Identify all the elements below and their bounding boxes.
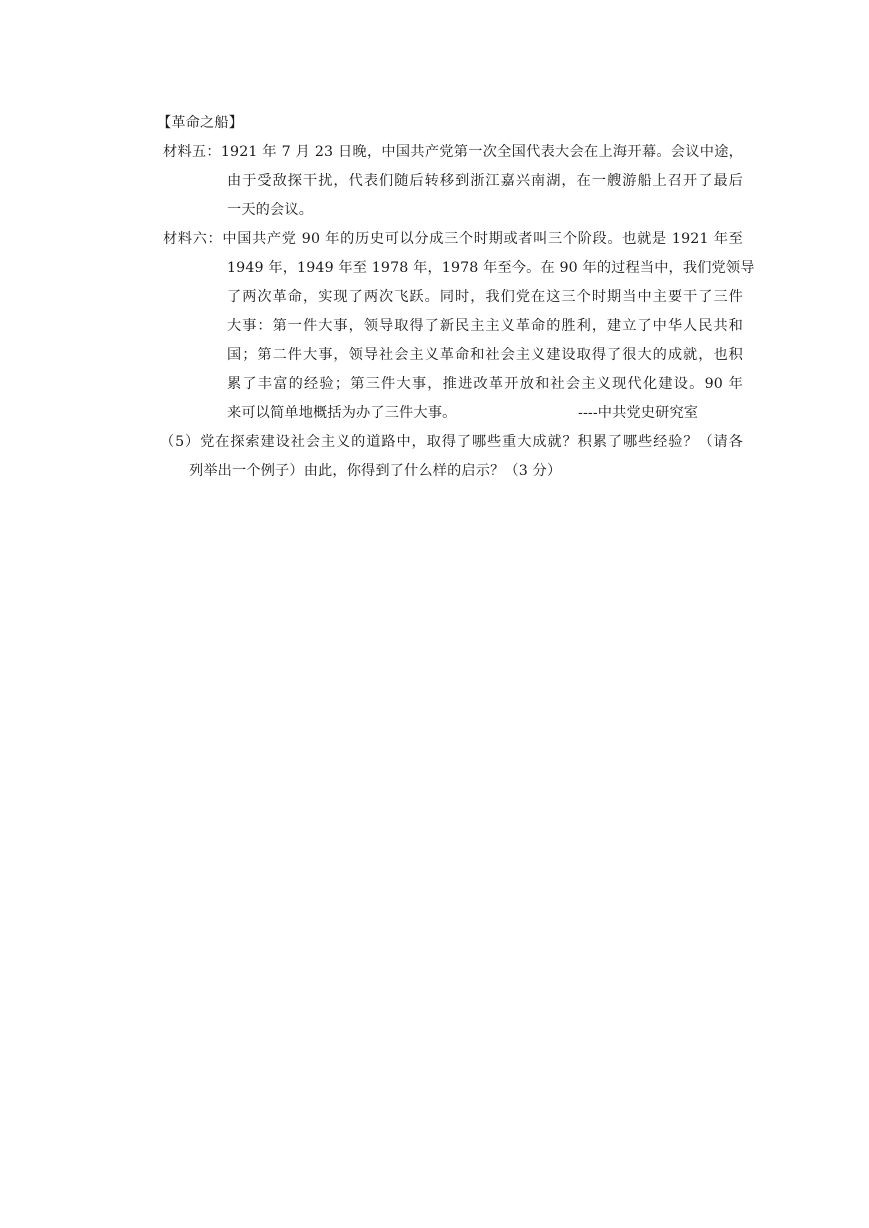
material6-line-4: 大事：第一件大事，领导取得了新民主主义革命的胜利，建立了中华人民共和 xyxy=(227,318,743,334)
material5-line-3: 一天的会议。 xyxy=(227,202,314,218)
material6-line-2: 1949 年，1949 年至 1978 年，1978 年至今。在 90 年的过程当中，我们党领导 xyxy=(227,260,755,276)
material5-line-1: 材料五：1921 年 7 月 23 日晚，中国共产党第一次全国代表大会在上海开幕。会议中途， xyxy=(163,144,743,160)
question5-line-2: 列举出一个例子）由此，你得到了什么样的启示？（3 分） xyxy=(189,463,562,479)
material6-line-6: 累了丰富的经验；第三件大事，推进改革开放和社会主义现代化建设。90 年 xyxy=(227,376,743,392)
section-heading: 【革命之船】 xyxy=(157,115,244,131)
material6-line-3: 了两次革命，实现了两次飞跃。同时，我们党在这三个时期当中主要干了三件 xyxy=(227,289,743,305)
material6-line-5: 国；第二件大事，领导社会主义革命和社会主义建设取得了很大的成就，也积 xyxy=(227,347,743,363)
material6-line-1: 材料六：中国共产党 90 年的历史可以分成三个时期或者叫三个阶段。也就是 1921 年至 xyxy=(163,231,743,247)
material5-line-2: 由于受敌探干扰，代表们随后转移到浙江嘉兴南湖，在一艘游船上召开了最后 xyxy=(227,173,743,189)
material6-line-7: 来可以简单地概括为办了三件大事。 xyxy=(227,405,457,421)
material6-source: ----中共党史研究室 xyxy=(578,405,699,421)
question5-line-1: （5）党在探索建设社会主义的道路中，取得了哪些重大成就？积累了哪些经验？（请各 xyxy=(160,434,743,450)
